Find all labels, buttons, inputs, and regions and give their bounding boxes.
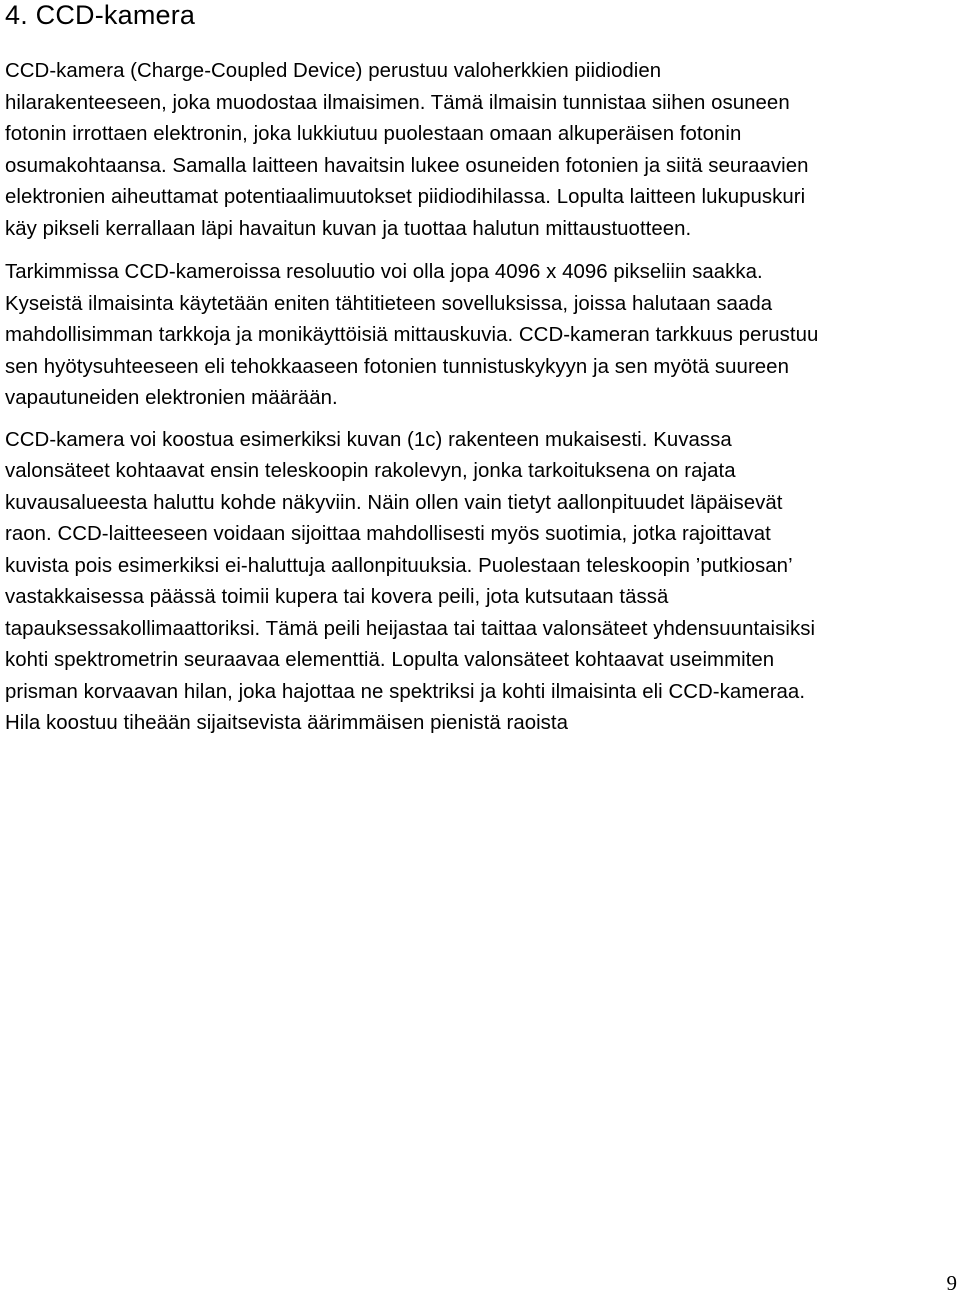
- paragraph-line: tapauksessakollimaattoriksi. Tämä peili heijastaa tai taittaa valonsäteet yhdensuuntaisiksi: [5, 617, 816, 640]
- paragraph-line: vastakkaisessa päässä toimii kupera tai kovera peili, jota kutsutaan tässä: [5, 586, 669, 608]
- paragraph-line: osumakohtaansa. Samalla laitteen havaitsin lukee osuneiden fotonien ja siitä seuraavien: [5, 154, 809, 177]
- paragraph-ccd-intro: [5, 56, 953, 245]
- page-number: 9: [946, 1271, 957, 1295]
- paragraph-line: raon. CCD-laitteeseen voidaan sijoittaa mahdollisesti myös suotimia, jotka rajoittavat: [5, 523, 771, 545]
- paragraph-line: hilarakenteeseen, joka muodostaa ilmaisimen. Tämä ilmaisin tunnistaa siihen osuneen: [5, 91, 790, 114]
- paragraph-line: kohti spektrometrin seuraavaa elementtiä. Lopulta valonsäteet kohtaavat useimmiten: [5, 649, 775, 671]
- paragraph-line: prisman korvaavan hilan, joka hajottaa ne spektriksi ja kohti ilmaisinta eli CCD-kameraa.: [5, 680, 806, 703]
- document-page: [5, 0, 953, 740]
- paragraph-line: Hila koostuu tiheään sijaitsevista äärimmäisen pienistä raoista: [5, 712, 569, 734]
- paragraph-line: käy pikseli kerrallaan läpi havaitun kuvan ja tuottaa halutun mittaustuotteen.: [5, 217, 692, 240]
- paragraph-structure: [5, 425, 953, 740]
- paragraph-line: CCD-kamera (Charge-Coupled Device) perustuu valoherkkien piidiodien: [5, 60, 662, 82]
- paragraph-line: sen hyötysuhteeseen eli tehokkaaseen fotonien tunnistuskykyyn ja sen myötä suureen: [5, 355, 789, 378]
- paragraph-line: valonsäteet kohtaavat ensin teleskoopin rakolevyn, jonka tarkoituksena on rajata: [5, 460, 736, 482]
- paragraph-line: fotonin irrottaen elektronin, joka lukkiutuu puolestaan omaan alkuperäisen fotonin: [5, 123, 742, 145]
- section-heading: 4. CCD-kamera: [5, 0, 196, 30]
- paragraph-resolution: [5, 257, 953, 415]
- paragraph-line: elektronien aiheuttamat potentiaalimuutokset piidiodihilassa. Lopulta laitteen lukupuskuri: [5, 186, 806, 208]
- paragraph-line: Kyseistä ilmaisinta käytetään eniten tähtitieteen sovelluksissa, joissa halutaan saada: [5, 292, 773, 315]
- paragraph-line: kuvista pois esimerkiksi ei-haluttuja aallonpituuksia. Puolestaan teleskoopin ’putkiosan’: [5, 554, 793, 577]
- paragraph-line: vapautuneiden elektronien määrään.: [5, 387, 338, 409]
- paragraph-line: Tarkimmissa CCD-kameroissa resoluutio voi olla jopa 4096 x 4096 pikseliin saakka.: [5, 261, 763, 283]
- paragraph-line: kuvausalueesta haluttu kohde näkyviin. Näin ollen vain tietyt aallonpituudet läpäisevät: [5, 491, 783, 514]
- paragraph-line: CCD-kamera voi koostua esimerkiksi kuvan (1c) rakenteen mukaisesti. Kuvassa: [5, 428, 732, 451]
- paragraph-line: mahdollisimman tarkkoja ja monikäyttöisiä mittauskuvia. CCD-kameran tarkkuus perustuu: [5, 324, 819, 346]
